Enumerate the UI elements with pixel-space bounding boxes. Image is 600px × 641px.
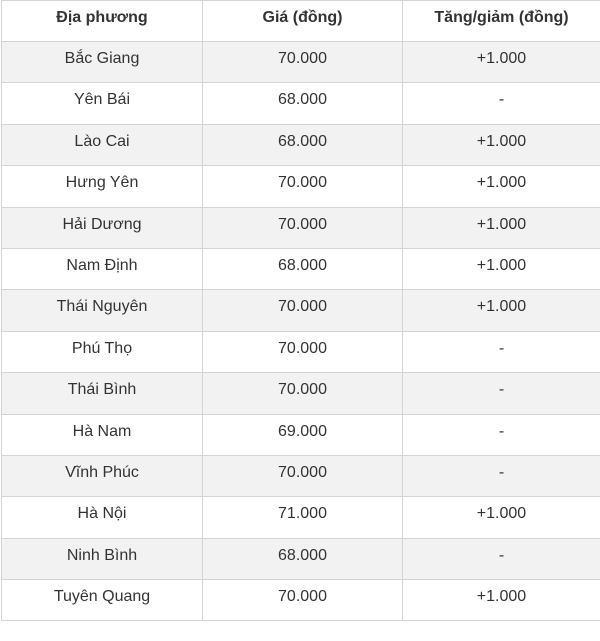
- cell-price: 70.000: [203, 455, 403, 496]
- cell-region: Thái Bình: [2, 373, 203, 414]
- cell-change: +1.000: [403, 124, 600, 165]
- cell-price: 70.000: [203, 42, 403, 83]
- cell-region: Hải Dương: [2, 207, 203, 248]
- table-row: [2, 414, 600, 455]
- cell-price: 70.000: [203, 373, 403, 414]
- header-price: Giá (đồng): [203, 1, 403, 42]
- cell-change: +1.000: [403, 248, 600, 289]
- cell-change: -: [403, 331, 600, 372]
- cell-change: +1.000: [403, 497, 600, 538]
- cell-change: +1.000: [403, 166, 600, 207]
- cell-price: 70.000: [203, 331, 403, 372]
- cell-region: Nam Định: [2, 248, 203, 289]
- table-row: [2, 207, 600, 248]
- price-table: [1, 0, 600, 621]
- cell-region: Hà Nam: [2, 414, 203, 455]
- header-region: Địa phương: [2, 1, 203, 42]
- table-row: [2, 42, 600, 83]
- cell-region: Hưng Yên: [2, 166, 203, 207]
- cell-change: -: [403, 538, 600, 579]
- table-row: [2, 497, 600, 538]
- table-row: [2, 373, 600, 414]
- cell-region: Vĩnh Phúc: [2, 455, 203, 496]
- cell-region: Bắc Giang: [2, 42, 203, 83]
- table-row: [2, 580, 600, 621]
- cell-price: 70.000: [203, 166, 403, 207]
- table-row: [2, 331, 600, 372]
- cell-change: +1.000: [403, 290, 600, 331]
- cell-change: +1.000: [403, 580, 600, 621]
- cell-price: 68.000: [203, 83, 403, 124]
- table-row: [2, 538, 600, 579]
- cell-change: -: [403, 414, 600, 455]
- table-row: [2, 124, 600, 165]
- cell-price: 68.000: [203, 124, 403, 165]
- cell-change: -: [403, 373, 600, 414]
- table-row: [2, 455, 600, 496]
- cell-region: Tuyên Quang: [2, 580, 203, 621]
- cell-change: -: [403, 83, 600, 124]
- cell-region: Ninh Bình: [2, 538, 203, 579]
- cell-region: Phú Thọ: [2, 331, 203, 372]
- cell-change: +1.000: [403, 207, 600, 248]
- cell-price: 70.000: [203, 207, 403, 248]
- table-row: [2, 166, 600, 207]
- cell-region: Hà Nội: [2, 497, 203, 538]
- cell-change: +1.000: [403, 42, 600, 83]
- table-row: [2, 290, 600, 331]
- cell-price: 70.000: [203, 580, 403, 621]
- cell-price: 68.000: [203, 538, 403, 579]
- cell-region: Thái Nguyên: [2, 290, 203, 331]
- cell-price: 70.000: [203, 290, 403, 331]
- table-row: [2, 248, 600, 289]
- header-row: [2, 1, 600, 42]
- cell-price: 69.000: [203, 414, 403, 455]
- cell-region: Lào Cai: [2, 124, 203, 165]
- table-row: [2, 83, 600, 124]
- cell-price: 68.000: [203, 248, 403, 289]
- header-change: Tăng/giảm (đồng): [403, 1, 600, 42]
- cell-region: Yên Bái: [2, 83, 203, 124]
- cell-price: 71.000: [203, 497, 403, 538]
- cell-change: -: [403, 455, 600, 496]
